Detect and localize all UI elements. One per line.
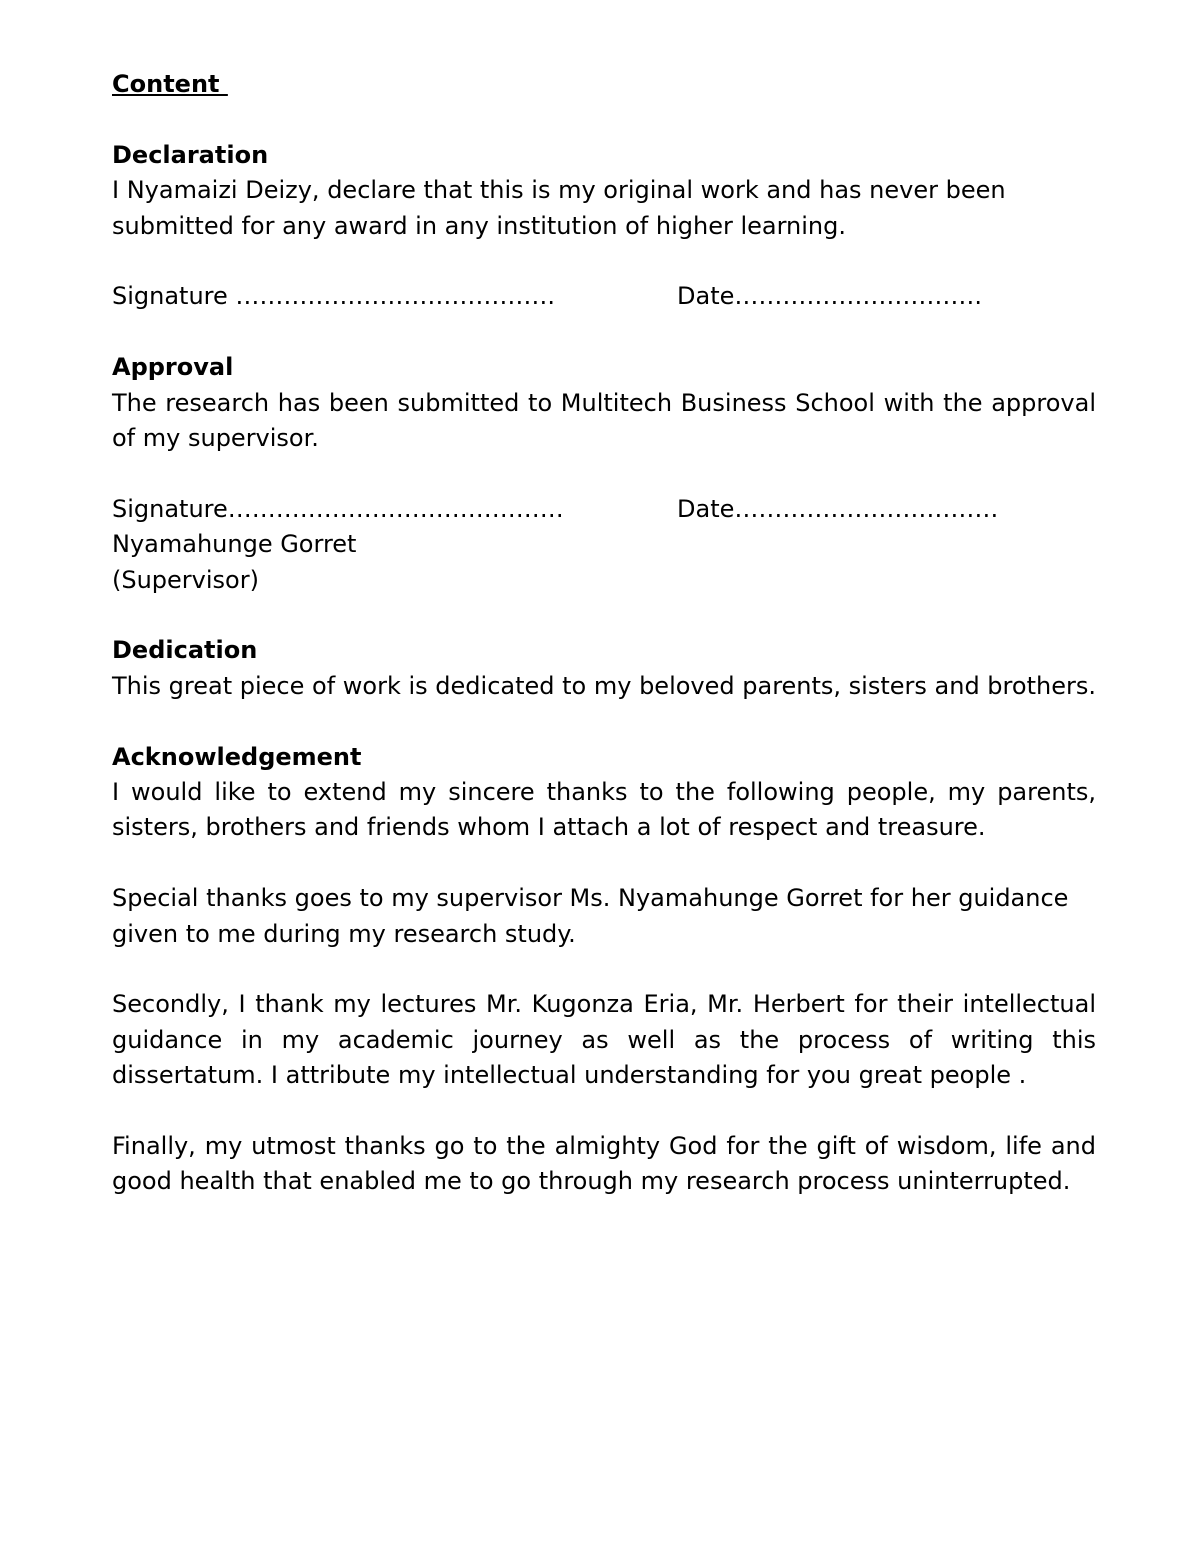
declaration-signature-line — [112, 279, 1096, 314]
declaration-text: I Nyamaizi Deizy, declare that this is my original work and has never been submitted for any award in any institution of higher learning. — [112, 176, 1006, 240]
dedication-heading: Dedication — [112, 636, 258, 665]
approval-signature-label: Signature…………………………………… — [112, 494, 564, 523]
declaration-signature-label: Signature …………………………………. — [112, 282, 556, 311]
spacer — [112, 952, 1096, 987]
page-title: Content — [112, 70, 228, 98]
acknowledgement-heading: Acknowledgement — [112, 742, 362, 771]
spacer — [112, 1094, 1096, 1129]
acknowledgement-paragraph-1: I would like to extend my sincere thanks to the following people, my parents, sisters, brothers and friends whom I attach a lot of respect and treasure. — [112, 777, 1096, 842]
spacer — [112, 102, 1096, 137]
spacer — [112, 704, 1096, 739]
supervisor-name: Nyamahunge Gorret — [112, 530, 357, 559]
dedication-text: This great piece of work is dedicated to my beloved parents, sisters and brothers. — [112, 671, 1096, 700]
acknowledgement-paragraph-4: Finally, my utmost thanks go to the almighty God for the gift of wisdom, life and good health that enabled me to go through my research process uninterrupted. — [112, 1131, 1096, 1196]
supervisor-role: (Supervisor) — [112, 565, 259, 594]
acknowledgement-paragraph-3: Secondly, I thank my lectures Mr. Kugonza Eria, Mr. Herbert for their intellectual guidance in my academic journey as well as the process of writing this dissertatum. I attribute my intellectual understanding for you great people . — [112, 990, 1096, 1090]
declaration-heading: Declaration — [112, 140, 269, 169]
spacer — [112, 456, 1096, 491]
approval-date-label: Date…………………………… — [677, 494, 999, 523]
spacer — [112, 244, 1096, 279]
spacer — [112, 315, 1096, 350]
acknowledgement-paragraph-2: Special thanks goes to my supervisor Ms. Nyamahunge Gorret for her guidance given to me during my research study. — [112, 884, 1069, 948]
spacer — [112, 846, 1096, 881]
declaration-date-label: Date…………………………. — [677, 282, 982, 311]
approval-text: The research has been submitted to Multitech Business School with the approval of my supervisor. — [112, 388, 1096, 452]
document-page — [112, 67, 1096, 1200]
approval-heading: Approval — [112, 353, 234, 382]
approval-signature-line — [112, 492, 1096, 527]
spacer — [112, 598, 1096, 633]
